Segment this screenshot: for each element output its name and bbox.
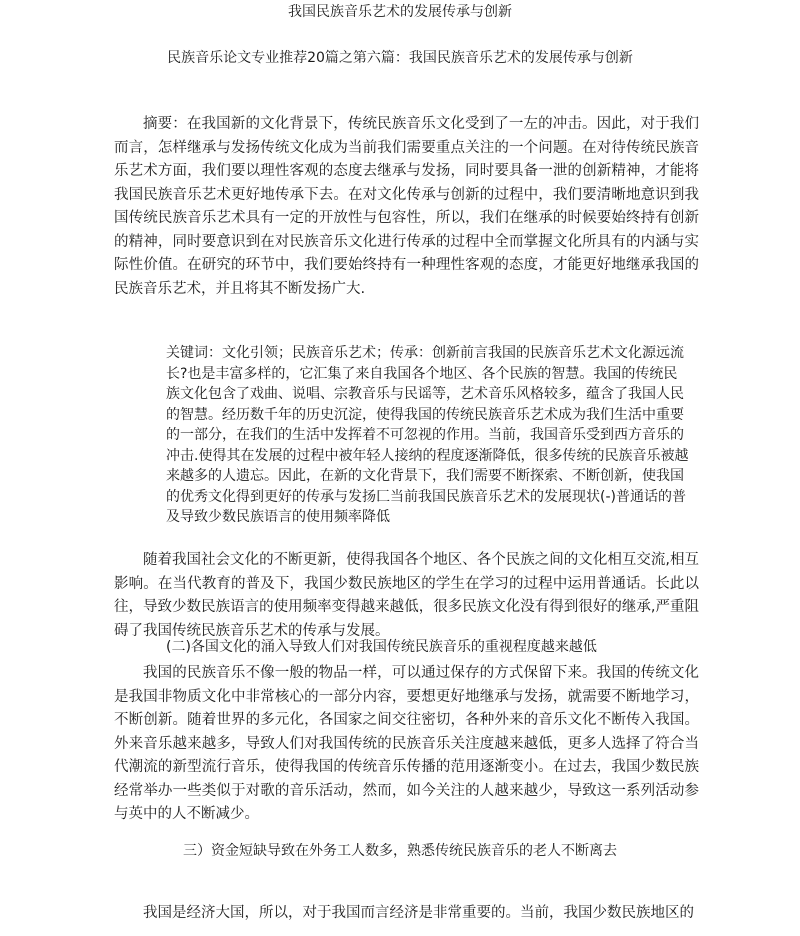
body-paragraph-2: 我国的民族音乐不像一般的物品一样，可以通过保存的方式保留下来。我国的传统文化是我国非物质文化中非常核心的一部分内容，要想更好地继承与发扬，就需要不断地学习，不断创新。随着世界的多元化，各国家之间交往密切，各种外来的音乐文化不断传入我国。外来音乐越来越多，导致人们对我国传统的民族音乐关注度越来越低，更多人选择了符合当代潮流的新型流行音乐，使得我国的传统音乐传播的范用逐渐变小。在过去，我国少数民族经常举办一些类似于对歌的音乐活动，然而，如今关注的人越来越少，导致这一系列活动参与英中的人不断减少。 <box>114 665 699 822</box>
document-title: 我国民族音乐艺术的发展传承与创新 <box>288 4 512 20</box>
document-subtitle: 民族音乐论文专业推荐20篇之第六篇：我国民族音乐艺术的发展传承与创新 <box>167 50 633 66</box>
abstract-paragraph: 摘要：在我国新的文化背景下，传统民族音乐文化受到了一左的冲击。因此，对于我们而言，怎样继承与发扬传统文化成为当前我们需要重点关注的一个问题。在对待传统民族音乐艺术方面，我们要以理性客观的态度去继承与发扬，同时要具备一泄的创新精神，才能将我国民族音乐艺术更好地传承下去。在对文化传承与创新的过程中，我们要清晰地意识到我国传统民族音乐艺术具有一定的开放性与包容性，所以，我们在继承的时候要始终持有创新的精神，同时要意识到在对民族音乐文化进行传承的过程中全而掌握文化所具有的内涵与实际性价值。在研究的环节中，我们要始终持有一种理性客观的态度，才能更好地继承我国的民族音乐艺术，并且将其不断发扬广大. <box>114 116 699 297</box>
keywords-paragraph: 关键词：文化引领；民族音乐艺术；传承：创新前言我国的民族音乐艺术文化源远流长?也是丰富多样的，它汇集了来自我国各个地区、各个民族的智慧。我国的传统民族文化包含了戏曲、说唱、宗教音乐与民谣等，艺术音乐风格较多，蕴含了我国人民的智慧。经历数千年的历史沉淀，使得我国的传统民族音乐艺术成为我们生活中重要的一部分，在我们的生活中发挥着不可忽视的作用。当前，我国音乐受到西方音乐的冲击.使得其在发展的过程中被年轻人接纳的程度逐渐降低，很多传统的民族音乐被越来越多的人遗忘。因此，在新的文化背景下，我们需要不断探索、不断创新，使我国的优秀文化得到更好的传承与发扬匚当前我国民族音乐艺术的发展现状(-)普通话的普及导致少数民族语言的使用频率降低 <box>166 345 689 525</box>
body-paragraph-3: 我国是经济大国，所以，对于我国而言经济是非常重要的。当前，我国少数民族地区的 <box>143 905 694 921</box>
section-heading-2: (二)各国文化的涌入导致人们对我国传统民族音乐的重视程度越来越低 <box>166 639 597 655</box>
body-paragraph-1: 随着我国社会文化的不断更新，使得我国各个地区、各个民族之间的文化相互交流,相互影响。在当代教育的普及下，我国少数民族地区的学生在学习的过程中运用普通话。长此以往，导致少数民族语言的使用频率变得越来越低，很多民族文化没有得到很好的继承,严重阻碍了我国传统民族音乐艺术的传承与发展。 <box>114 552 699 639</box>
section-heading-3: 三）资金短缺导致在外务工人数多，熟悉传统民族音乐的老人不断离去 <box>183 843 617 859</box>
